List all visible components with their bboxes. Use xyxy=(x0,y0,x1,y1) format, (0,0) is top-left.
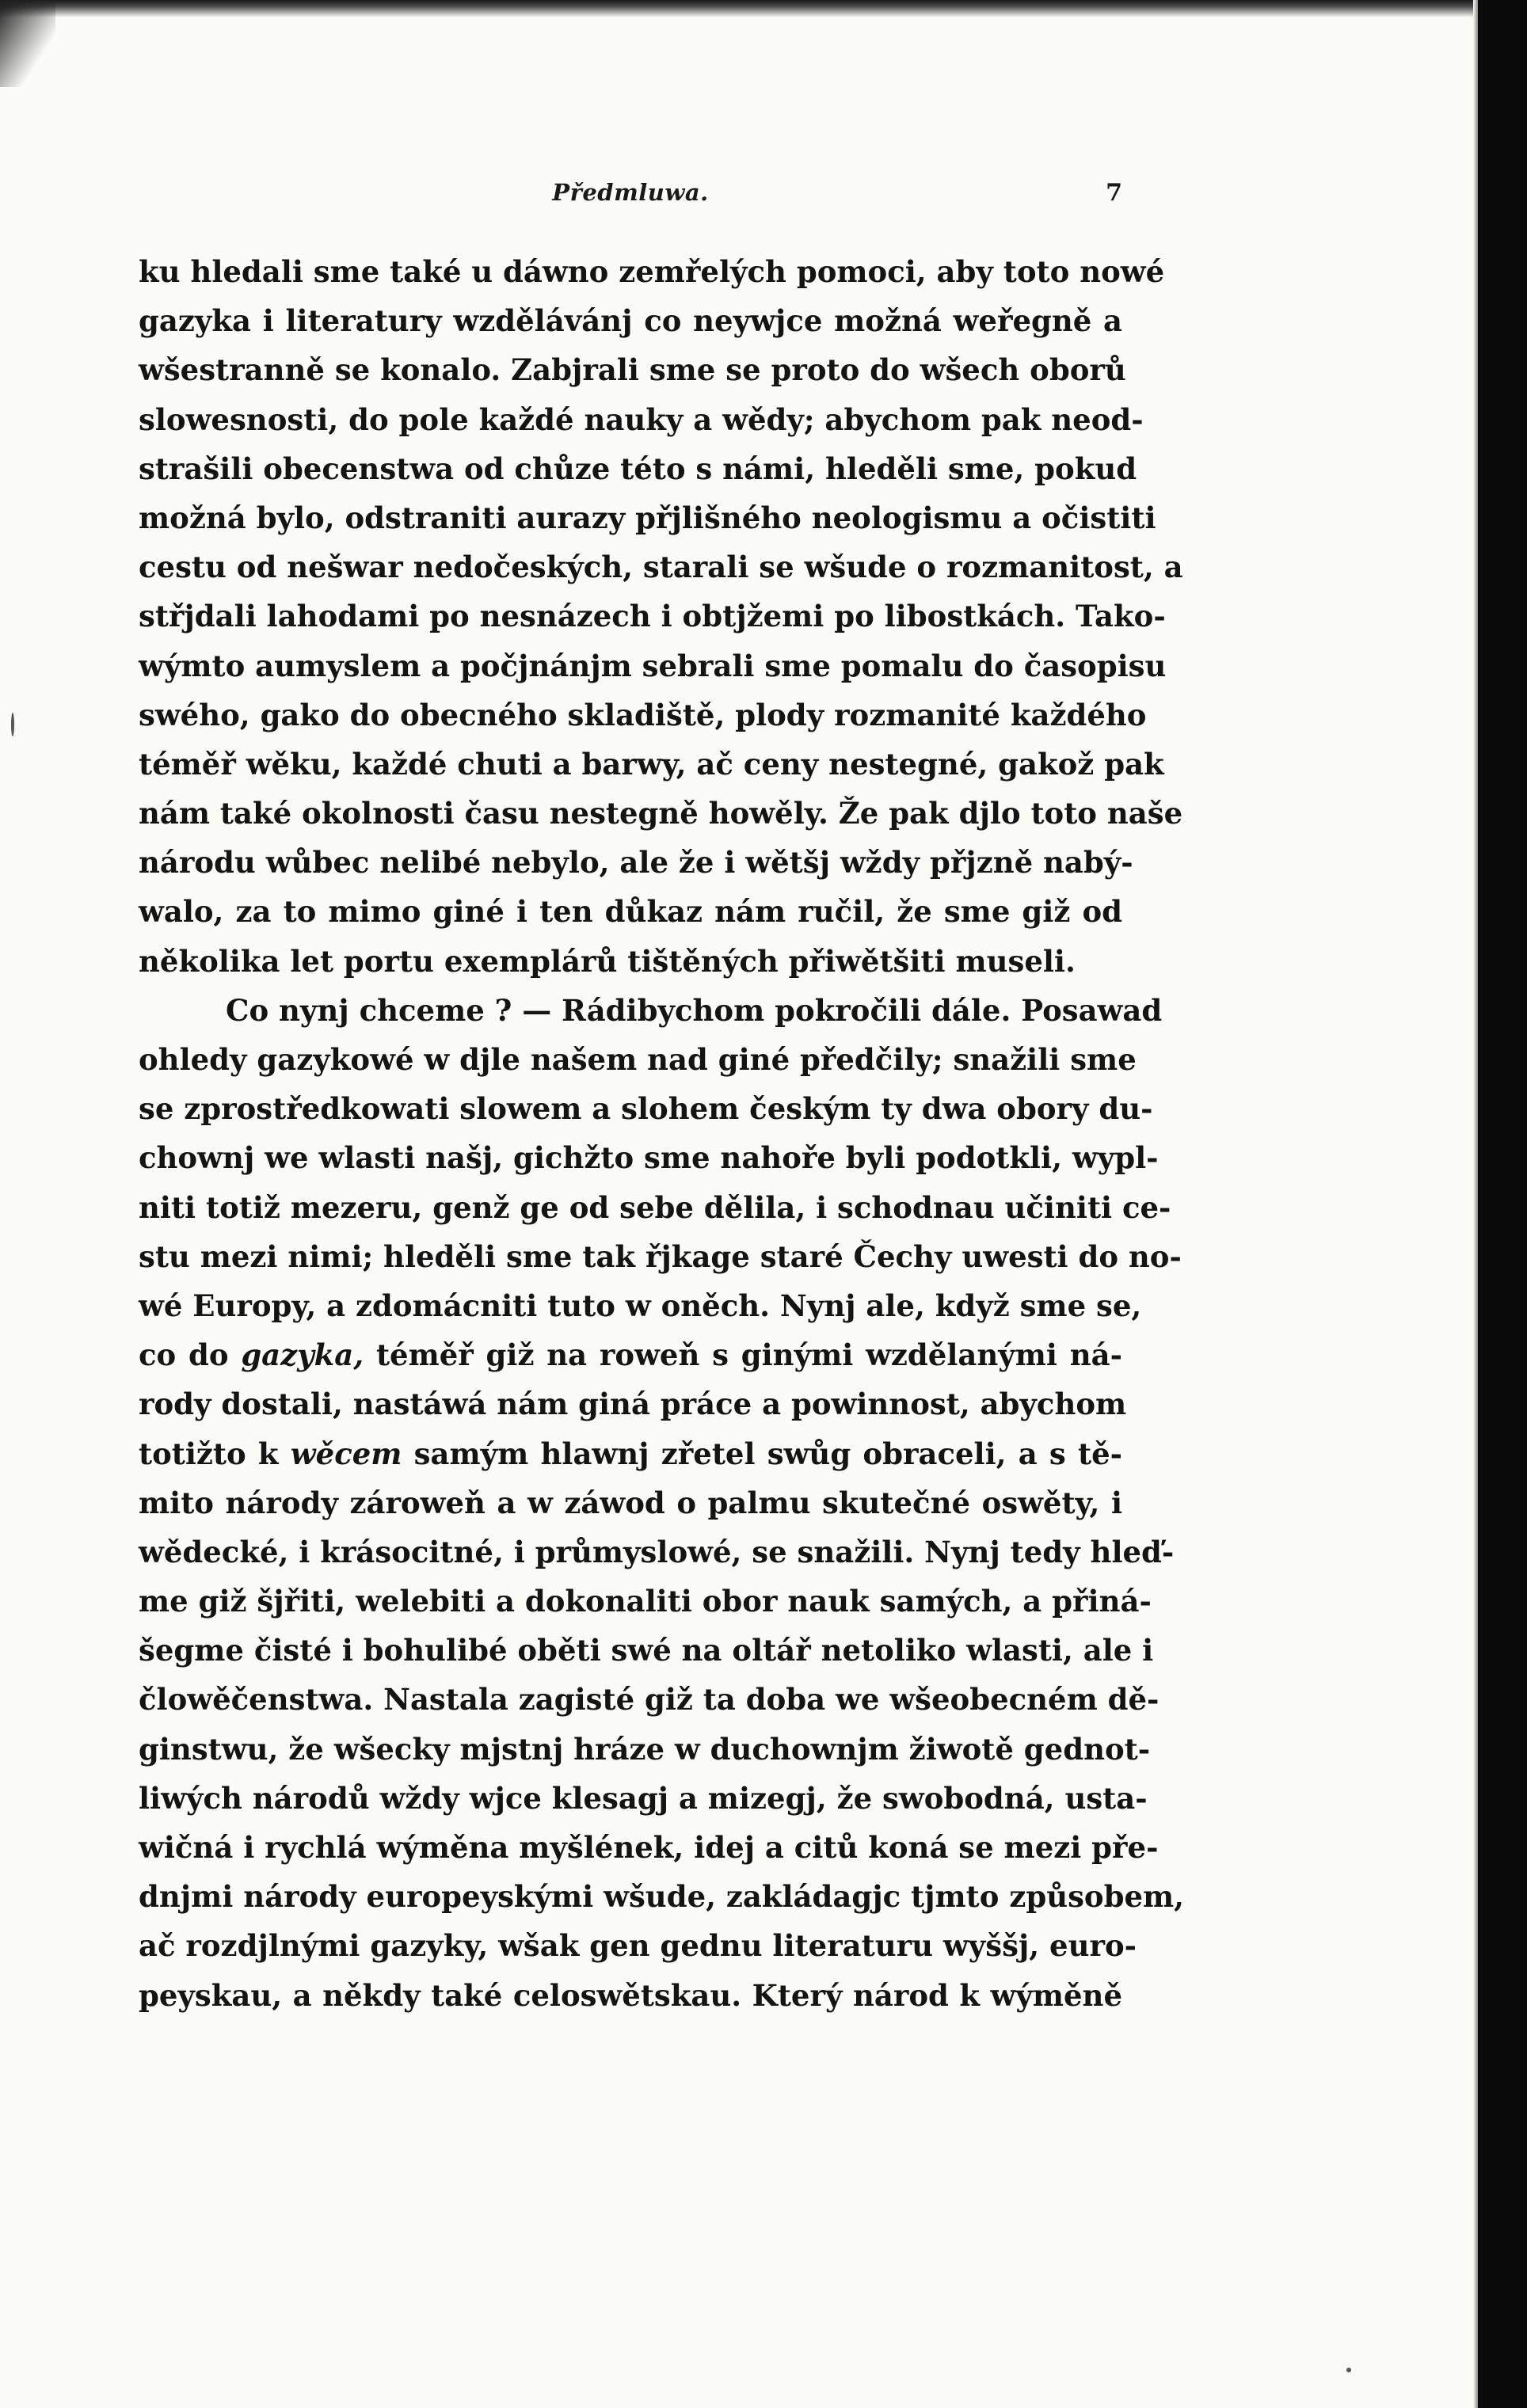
text-line: stu mezi nimi; hleděli sme tak řjkage staré Čechy uwesti do no- xyxy=(139,1238,1182,1274)
text-line: rody dostali, nastáwá nám giná práce a powinnost, abychom xyxy=(139,1387,1127,1422)
scan-top-edge xyxy=(0,0,1478,17)
text-line: wšestranně se konalo. Zabjrali sme se proto do wšech oborů xyxy=(139,352,1126,388)
text-line: téměř wěku, každé chuti a barwy, ač ceny nestegné, gakož pak xyxy=(139,746,1164,782)
text-line: střjdali lahodami po nesnázech i obtjžemi po libostkách. Tako- xyxy=(139,599,1166,634)
page-number: 7 xyxy=(1106,179,1122,207)
text-fragment: téměř giž na roweň s ginými wzdělanými ná- xyxy=(364,1337,1122,1373)
text-line: cestu od nešwar nedočeských, starali se wšude o rozmanitost, a xyxy=(139,550,1183,585)
text-line: národu wůbec nelibé nebylo, ale že i wětšj wždy přjzně nabý- xyxy=(139,845,1133,881)
text-line: dnjmi národy europeyskými wšude, zakládagjc tjmto způsobem, xyxy=(139,1879,1185,1915)
emphasized-word: gazyka, xyxy=(241,1337,364,1373)
text-line: šegme čisté i bohulibé oběti swé na oltář netoliko wlasti, ale i xyxy=(139,1633,1154,1668)
text-line: ohledy gazykowé w djle našem nad giné předčily; snažili sme xyxy=(139,1042,1137,1077)
text-fragment: totižto k xyxy=(139,1436,291,1471)
text-fragment: samým hlawnj zřetel swůg obraceli, a s tě- xyxy=(402,1436,1122,1471)
text-line: nám také okolnosti času nestegně howěly. Že pak djlo toto naše xyxy=(139,796,1183,831)
text-line: walo, za to mimo giné i ten důkaz nám ručil, že sme giž od xyxy=(139,894,1122,930)
text-line: slowesnosti, do pole každé nauky a wědy; abychom pak neod- xyxy=(139,401,1144,437)
text-line-gazyka xyxy=(139,1330,1122,1379)
text-line-wecem xyxy=(139,1429,1122,1478)
text-line: se zprostředkowati slowem a slohem českým ty dwa obory du- xyxy=(139,1091,1153,1127)
body-text xyxy=(139,247,1185,2020)
text-line: ač rozdjlnými gazyky, wšak gen gednu literaturu wyššj, euro- xyxy=(139,1928,1137,1964)
text-line: wýmto aumyslem a počjnánjm sebrali sme pomalu do časopisu xyxy=(139,648,1167,683)
text-line: chownj we wlasti našj, gichžto sme nahoře byli podotkli, wypl- xyxy=(139,1140,1159,1176)
text-fragment: co do xyxy=(139,1337,242,1373)
running-head xyxy=(139,179,1122,219)
text-line: strašili obecenstwa od chůze této s námi, hleděli sme, pokud xyxy=(139,451,1137,486)
scan-corner-mark xyxy=(0,0,55,87)
text-line: niti totiž mezeru, genž ge od sebe dělila, i schodnau učiniti ce- xyxy=(139,1189,1171,1225)
emphasized-word: wěcem xyxy=(290,1436,402,1471)
running-title: Předmluwa. xyxy=(552,179,709,206)
text-line: několika let portu exemplárů tištěných přiwětšiti museli. xyxy=(139,943,1076,979)
text-line: wé Europy, a zdomácniti tuto w oněch. Nynj ale, když sme se, xyxy=(139,1288,1142,1323)
text-line: ku hledali sme také u dáwno zemřelých pomoci, aby toto nowé xyxy=(139,254,1165,289)
text-line: wičná i rychlá wýměna myšlének, idej a citů koná se mezi pře- xyxy=(139,1830,1159,1865)
text-line: swého, gako do obecného skladiště, plody rozmanité každého xyxy=(139,697,1147,732)
scan-speck xyxy=(11,713,14,736)
text-line: peyskau, a někdy také celoswětskau. Který národ k wýměně xyxy=(139,1977,1122,2013)
text-line: me giž šjřiti, welebiti a dokonaliti obor nauk samých, a přiná- xyxy=(139,1584,1152,1619)
scan-right-border xyxy=(1478,0,1527,2408)
text-line: mito národy zároweň a w záwod o palmu skutečné oswěty, i xyxy=(139,1485,1122,1520)
text-line: wědecké, i krásocitné, i průmyslowé, se snažili. Nynj tedy hleď- xyxy=(139,1534,1175,1569)
text-line: člowěčenstwa. Nastala zagisté giž ta doba we wšeobecném dě- xyxy=(139,1682,1160,1718)
text-line: možná bylo, odstraniti aurazy přjlišného neologismu a očistiti xyxy=(139,500,1156,535)
text-line: liwých národů wždy wjce klesagj a mizegj, že swobodná, usta- xyxy=(139,1780,1148,1816)
scan-speck xyxy=(1346,2368,1351,2372)
text-line: gazyka i literatury wzdělávánj co neywjce možná weřegně a xyxy=(139,303,1122,339)
text-line: ginstwu, že wšecky mjstnj hráze w duchownjm žiwotě gednot- xyxy=(139,1731,1151,1767)
paragraph-first-line: Co nynj chceme ? — Rádibychom pokročili dále. Posawad xyxy=(226,992,1163,1028)
